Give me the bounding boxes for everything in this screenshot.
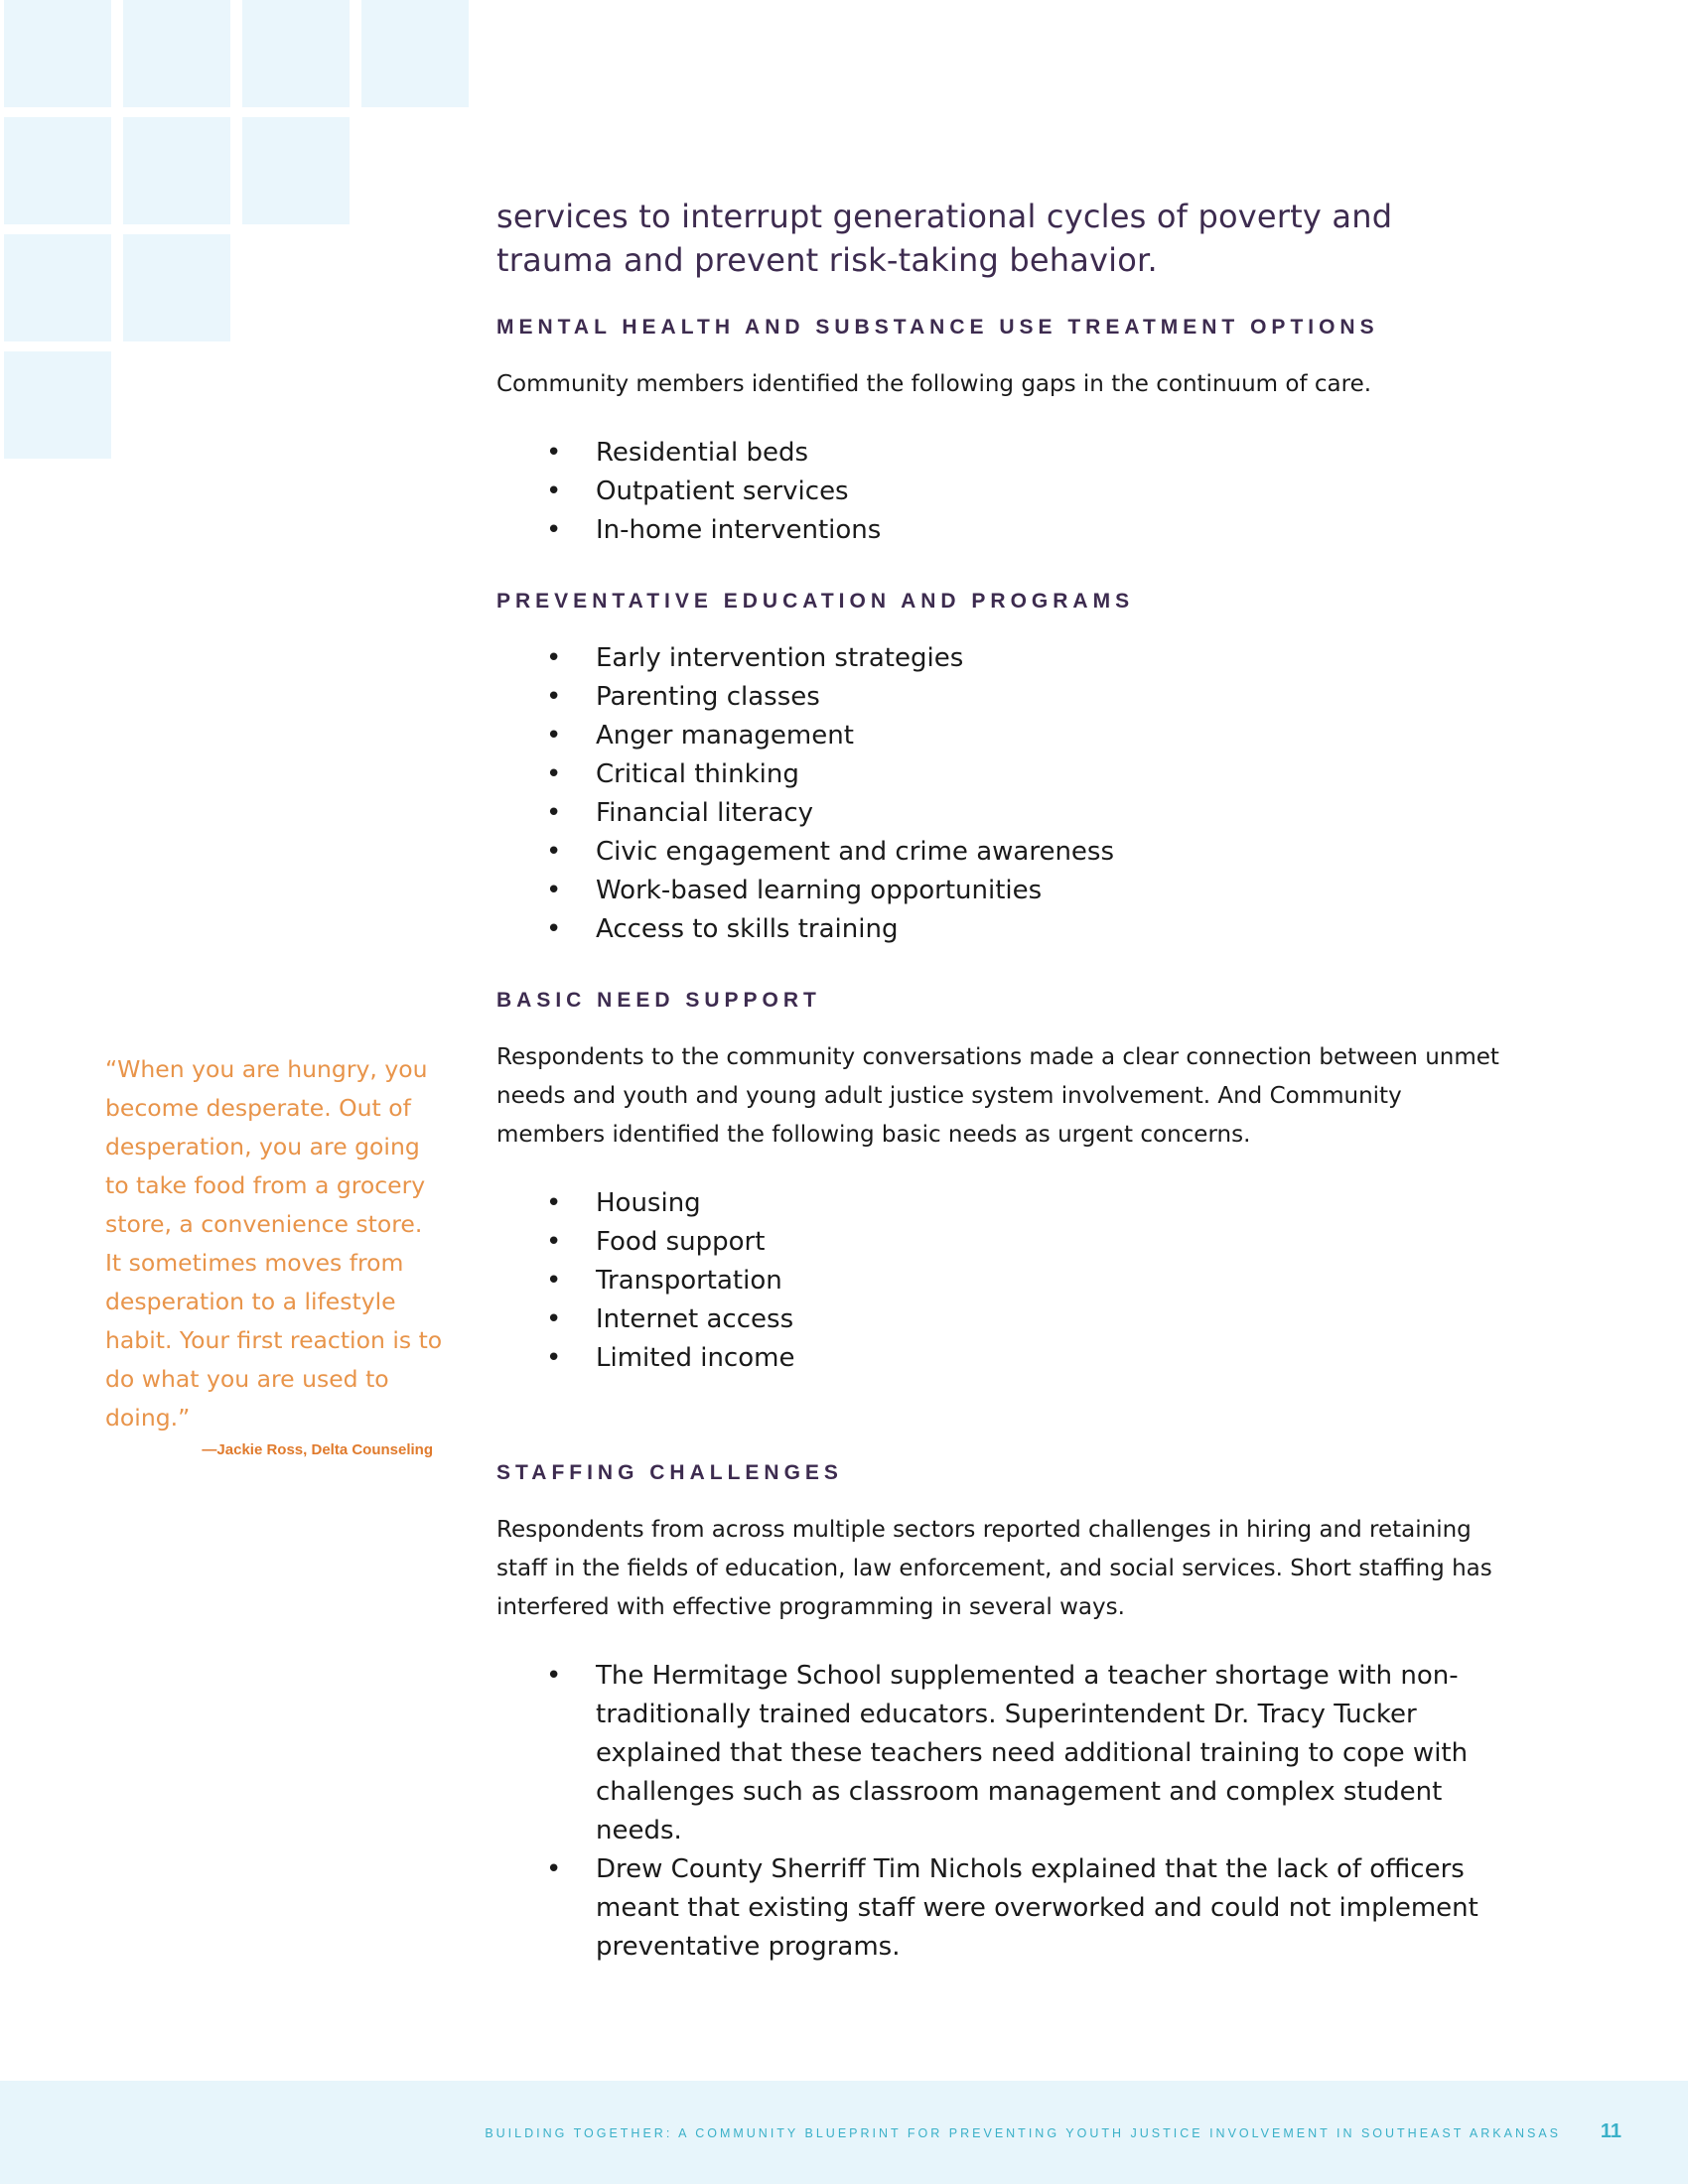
bullet-icon: •: [546, 515, 562, 545]
tile: [242, 0, 350, 107]
quote-attribution: —Jackie Ross, Delta Counseling: [202, 1441, 433, 1458]
list-item: [496, 1339, 1499, 1378]
bullet-icon: •: [546, 759, 562, 789]
list-item-text: Food support: [596, 1227, 766, 1257]
bullet-icon: •: [546, 1304, 562, 1334]
tile: [4, 234, 111, 341]
main-content: [496, 195, 1499, 2006]
tile: [123, 117, 230, 224]
bullet-icon: •: [546, 721, 562, 751]
tile: [123, 234, 230, 341]
bullet-icon: •: [546, 914, 562, 944]
bullet-icon: •: [546, 1343, 562, 1373]
tile: [361, 0, 469, 107]
bullet-icon: •: [546, 837, 562, 867]
list-item: [496, 639, 1499, 678]
bullet-icon: •: [546, 682, 562, 712]
list-item-text: The Hermitage School supplemented a teacher shortage with non-traditionally trained educators. Superintendent Dr. Tracy Tucker explained that these teachers need additional training to cope with challenges such as classroom management and complex student needs.: [596, 1661, 1469, 1845]
list-item: [496, 1850, 1499, 1967]
list-item-text: Housing: [596, 1188, 701, 1218]
section-heading-preventative: PREVENTATIVE EDUCATION AND PROGRAMS: [496, 590, 1135, 613]
bullet-icon: •: [546, 876, 562, 905]
section-heading-mental-health: MENTAL HEALTH AND SUBSTANCE USE TREATMENT OPTIONS: [496, 316, 1379, 339]
section-heading-staffing: STAFFING CHALLENGES: [496, 1461, 843, 1484]
tile: [4, 351, 111, 459]
bullet-icon: •: [546, 1188, 562, 1218]
page-number: 11: [1600, 2120, 1621, 2142]
list-item: [496, 678, 1499, 717]
basic-need-intro: Respondents to the community conversations made a clear connection between unmet needs and youth and young adult justice system involvement. And Community members identified the following basic needs as urgent concerns.: [496, 1044, 1499, 1148]
list-item: [496, 872, 1499, 910]
list-item: [496, 1223, 1499, 1262]
staffing-intro: Respondents from across multiple sectors reported challenges in hiring and retaining staff in the fields of education, law enforcement, and social services. Short staffing has interfered with effective programming in several ways.: [496, 1517, 1492, 1620]
quote-text: “When you are hungry, you become desperate. Out of desperation, you are going to take food from a grocery store, a convenience store. It sometimes moves from desperation to a lifestyle habit. Your first reaction is to do what you are used to doing.”: [105, 1055, 443, 1432]
list-item: [496, 473, 1499, 511]
mental-health-intro: Community members identified the following gaps in the continuum of care.: [496, 371, 1372, 397]
list-item-text: Financial literacy: [596, 798, 814, 828]
bullet-icon: •: [546, 1266, 562, 1296]
list-item-text: Access to skills training: [596, 914, 899, 944]
tile: [4, 0, 111, 107]
staffing-list: [496, 1657, 1499, 1967]
list-item-text: Anger management: [596, 721, 854, 751]
bullet-icon: •: [546, 1661, 562, 1691]
preventative-list: [496, 639, 1499, 949]
bullet-icon: •: [546, 798, 562, 828]
list-item: [496, 1657, 1499, 1850]
list-item-text: Internet access: [596, 1304, 794, 1334]
list-item: [496, 434, 1499, 473]
list-item-text: Early intervention strategies: [596, 643, 964, 673]
bullet-icon: •: [546, 1854, 562, 1884]
list-item: [496, 755, 1499, 794]
pull-quote: [105, 1050, 443, 1458]
list-item: [496, 1184, 1499, 1223]
list-item: [496, 833, 1499, 872]
bullet-icon: •: [546, 643, 562, 673]
bullet-icon: •: [546, 438, 562, 468]
page-footer: [0, 2081, 1688, 2184]
list-item-text: Drew County Sherriff Tim Nichols explained that the lack of officers meant that existing staff were overworked and could not implement preventative programs.: [596, 1854, 1478, 1962]
list-item-text: Civic engagement and crime awareness: [596, 837, 1115, 867]
decorative-tile-grid: [0, 0, 477, 467]
bullet-icon: •: [546, 477, 562, 506]
tile: [242, 117, 350, 224]
list-item-text: Transportation: [596, 1266, 782, 1296]
list-item: [496, 794, 1499, 833]
mental-health-list: [496, 434, 1499, 550]
footer-title: BUILDING TOGETHER: A COMMUNITY BLUEPRINT FOR PREVENTING YOUTH JUSTICE INVOLVEMENT IN SOUTHEAST ARKANSAS: [485, 2126, 1561, 2140]
list-item: [496, 1300, 1499, 1339]
list-item: [496, 1262, 1499, 1300]
bullet-icon: •: [546, 1227, 562, 1257]
tile: [123, 0, 230, 107]
list-item-text: Work-based learning opportunities: [596, 876, 1043, 905]
lead-paragraph: services to interrupt generational cycles of poverty and trauma and prevent risk-taking behavior.: [496, 198, 1393, 279]
list-item-text: In-home interventions: [596, 515, 882, 545]
section-heading-basic-need: BASIC NEED SUPPORT: [496, 989, 821, 1012]
basic-need-list: [496, 1184, 1499, 1378]
list-item: [496, 910, 1499, 949]
list-item-text: Parenting classes: [596, 682, 820, 712]
list-item-text: Outpatient services: [596, 477, 849, 506]
list-item-text: Limited income: [596, 1343, 795, 1373]
list-item: [496, 511, 1499, 550]
list-item-text: Critical thinking: [596, 759, 799, 789]
list-item: [496, 717, 1499, 755]
tile: [4, 117, 111, 224]
list-item-text: Residential beds: [596, 438, 809, 468]
